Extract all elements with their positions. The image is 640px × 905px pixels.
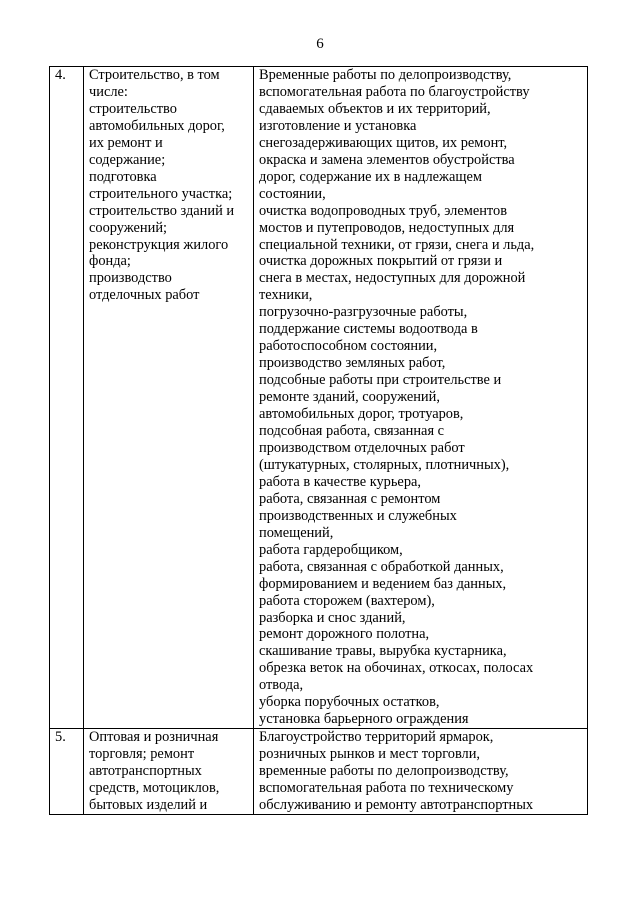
works-line: подсобные работы при строительстве и [259,372,502,389]
works-cell [254,729,588,815]
sector-line: подготовка [89,168,157,185]
row-number-cell [50,729,84,815]
sector-line: автотранспортных [89,763,202,780]
works-line: дорог, содержание их в надлежащем [259,168,482,185]
works-line: специальной техники, от грязи, снега и льда, [259,236,535,253]
works-line: окраска и замена элементов обустройства [259,151,515,168]
works-line: снегозадерживающих щитов, их ремонт, [259,134,508,151]
works-line: работа гардеробщиком, [259,541,403,558]
works-line: работа сторожем (вахтером), [259,592,435,609]
sector-line: отделочных работ [89,287,200,304]
works-line: мостов и путепроводов, недоступных для [259,219,515,236]
sector-line: средств, мотоциклов, [89,780,220,797]
works-line: вспомогательная работа по благоустройству [259,83,530,100]
works-line: очистка дорожных покрытий от грязи и [259,253,503,270]
works-line: временные работы по делопроизводству, [259,763,509,780]
sector-line: торговля; ремонт [89,746,195,763]
works-line: поддержание системы водоотвода в [259,321,478,338]
row-number: 5. [55,729,66,746]
works-line: разборка и снос зданий, [259,609,406,626]
works-line: очистка водопроводных труб, элементов [259,202,508,219]
works-line: помещений, [259,524,334,541]
sector-cell [84,729,254,815]
sector-line: содержание; [89,151,166,168]
works-line: производственных и служебных [259,507,457,524]
works-line: (штукатурных, столярных, плотничных), [259,456,510,473]
works-line: автомобильных дорог, тротуаров, [259,406,464,423]
table-row [50,729,588,815]
works-line: отвода, [259,677,304,694]
works-line: вспомогательная работа по техническому [259,780,514,797]
works-line: уборка порубочных остатков, [259,694,440,711]
works-line: обслуживанию и ремонту автотранспортных [259,796,534,813]
works-line: сдаваемых объектов и их территорий, [259,100,491,117]
works-line: Временные работы по делопроизводству, [259,67,512,83]
table-row [50,67,588,729]
works-table [49,66,588,815]
sector-line: автомобильных дорог, [89,117,225,134]
works-line: производство земляных работ, [259,355,446,372]
sector-line: числе: [89,83,128,100]
sector-line: фонда; [89,253,131,270]
row-number-cell [50,67,84,729]
works-cell [254,67,588,729]
sector-line: Строительство, в том [89,67,220,83]
sector-line: строительного участка; [89,185,233,202]
works-line: работа, связанная с ремонтом [259,490,441,507]
page-number: 6 [316,36,324,52]
works-line: ремонте зданий, сооружений, [259,389,440,406]
works-line: скашивание травы, вырубка кустарника, [259,643,507,660]
works-line: обрезка веток на обочинах, откосах, полосах [259,660,534,677]
sector-line: бытовых изделий и [89,796,208,813]
sector-line: реконструкция жилого [89,236,229,253]
row-number: 4. [55,67,66,83]
works-line: работа, связанная с обработкой данных, [259,558,504,575]
sector-cell [84,67,254,729]
works-line: работоспособном состоянии, [259,338,438,355]
works-line: работа в качестве курьера, [259,473,421,490]
sector-line: строительство [89,100,177,117]
works-line: состоянии, [259,185,326,202]
sector-line: Оптовая и розничная [89,729,219,746]
works-line: погрузочно-разгрузочные работы, [259,304,468,321]
works-line: установка барьерного ограждения [259,711,469,728]
sector-line: строительство зданий и [89,202,235,219]
works-line: производством отделочных работ [259,439,465,456]
works-line: изготовление и установка [259,117,417,134]
sector-line: сооружений; [89,219,168,236]
works-line: Благоустройство территорий ярмарок, [259,729,494,746]
works-line: снега в местах, недоступных для дорожной [259,270,526,287]
works-line: техники, [259,287,313,304]
works-line: розничных рынков и мест торговли, [259,746,481,763]
sector-line: их ремонт и [89,134,163,151]
works-line: формированием и ведением баз данных, [259,575,507,592]
works-line: ремонт дорожного полотна, [259,626,430,643]
works-line: подсобная работа, связанная с [259,423,445,440]
sector-line: производство [89,270,172,287]
